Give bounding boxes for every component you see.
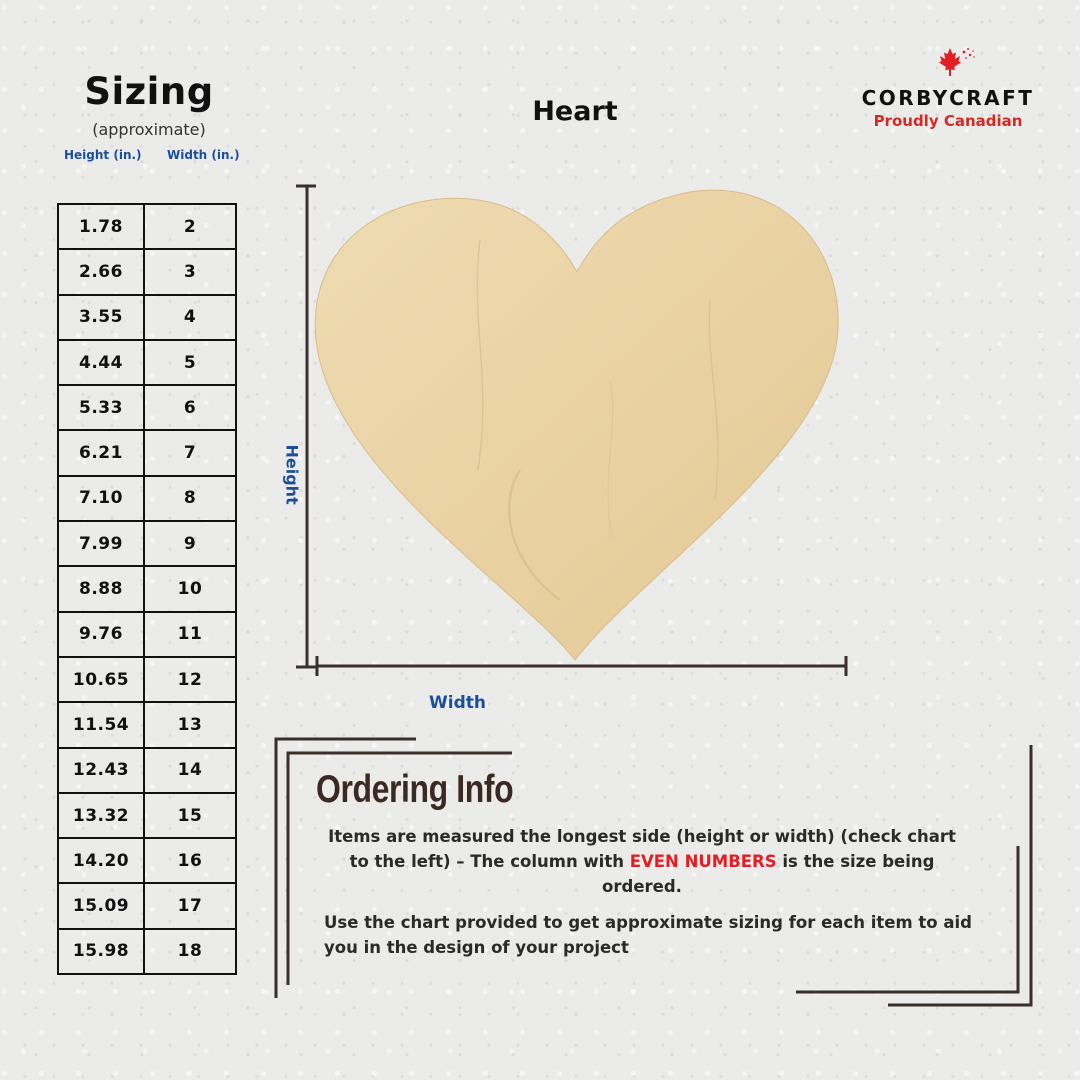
ordering-paragraph-2: Use the chart provided to get approximate sizing for each item to aid you in the design of your project [324,913,972,957]
height-cell: 2.66 [58,249,144,294]
heart-shape [315,190,838,660]
ordering-p1-after: is the size being ordered. [602,852,935,896]
height-cell: 10.65 [58,657,144,702]
ordering-paragraph-1 [318,824,966,899]
height-cell: 3.55 [58,295,144,340]
height-label: Height [282,444,302,505]
width-cell: 11 [144,612,236,657]
sizing-subtitle: (approximate) [92,120,206,139]
height-cell: 11.54 [58,702,144,747]
height-cell: 8.88 [58,566,144,611]
even-numbers-highlight: EVEN NUMBERS [629,852,777,871]
sizing-title: Sizing [84,70,214,113]
width-cell: 8 [144,476,236,521]
brand-tagline: Proudly Canadian [873,112,1023,130]
brand-name: CORBYCRAFT [861,86,1035,110]
height-cell: 13.32 [58,793,144,838]
height-cell: 1.78 [58,204,144,249]
ordering-title: Ordering Info [316,768,514,811]
shape-title: Heart [532,96,618,127]
height-cell: 4.44 [58,340,144,385]
width-cell: 14 [144,748,236,793]
width-cell: 4 [144,295,236,340]
height-column-header: Height (in.) [64,148,142,162]
ordering-p1-before: Items are measured the longest side (height or width) (check chart to the left) – The column with [328,827,956,871]
width-cell: 3 [144,249,236,294]
height-cell: 5.33 [58,385,144,430]
width-cell: 16 [144,838,236,883]
width-cell: 7 [144,430,236,475]
width-cell: 13 [144,702,236,747]
height-measure-line [296,186,316,667]
height-cell: 6.21 [58,430,144,475]
width-column-header: Width (in.) [167,148,240,162]
height-cell: 9.76 [58,612,144,657]
height-cell: 14.20 [58,838,144,883]
height-cell: 15.09 [58,883,144,928]
width-cell: 6 [144,385,236,430]
height-cell: 7.10 [58,476,144,521]
width-label: Width [429,693,486,713]
width-measure-line [317,656,846,676]
width-cell: 10 [144,566,236,611]
width-cell: 9 [144,521,236,566]
height-cell: 7.99 [58,521,144,566]
width-cell: 12 [144,657,236,702]
width-cell: 5 [144,340,236,385]
width-cell: 2 [144,204,236,249]
height-cell: 12.43 [58,748,144,793]
width-cell: 18 [144,929,236,974]
height-cell: 15.98 [58,929,144,974]
width-cell: 15 [144,793,236,838]
width-cell: 17 [144,883,236,928]
